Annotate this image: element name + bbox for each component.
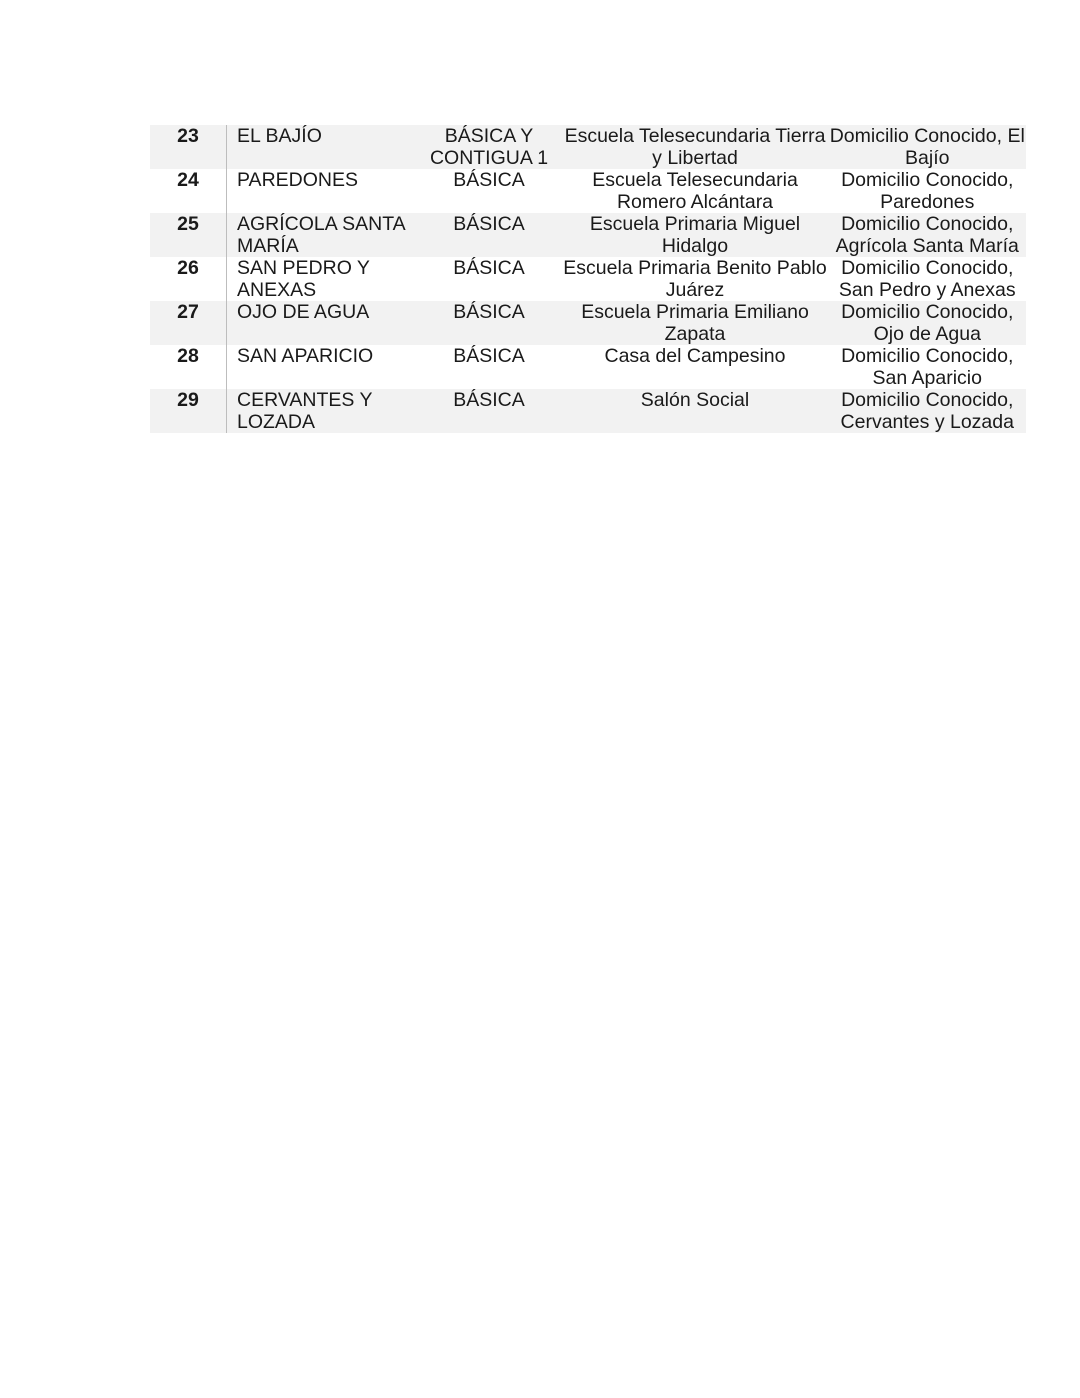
address-cell: Domicilio Conocido, San Pedro y Anexas [838, 257, 1016, 301]
address-cell: Domicilio Conocido, Cervantes y Lozada [829, 389, 1026, 433]
table-row [150, 257, 1026, 301]
address-cell: Domicilio Conocido, Ojo de Agua [829, 301, 1026, 345]
location-cell: Escuela Primaria Emiliano Zapata [561, 301, 829, 345]
location-cell: Escuela Primaria Benito Pablo Juárez [563, 257, 827, 301]
address-cell: Domicilio Conocido, El Bajío [829, 125, 1025, 169]
locality-cell: SAN PEDRO Y ANEXAS [237, 257, 370, 301]
table-row [150, 125, 1026, 169]
type-cell: BÁSICA [417, 213, 561, 257]
address-cell: Domicilio Conocido, Paredones [841, 169, 1014, 213]
address-cell: Domicilio Conocido, San Aparicio [841, 345, 1014, 389]
location-cell: Salón Social [561, 389, 829, 433]
row-number: 28 [150, 345, 227, 389]
row-number: 24 [150, 169, 227, 213]
row-number: 23 [150, 125, 227, 169]
location-cell: Escuela Primaria Miguel Hidalgo [561, 213, 829, 257]
type-cell: BÁSICA [453, 169, 525, 191]
locality-cell: CERVANTES Y LOZADA [227, 389, 418, 433]
row-number: 25 [150, 213, 227, 257]
location-cell: Escuela Telesecundaria Tierra y Libertad [561, 125, 829, 169]
table-row [150, 345, 1026, 389]
locality-cell: OJO DE AGUA [227, 301, 418, 345]
type-cell: BÁSICA [453, 257, 525, 279]
locality-cell: SAN APARICIO [237, 345, 374, 367]
table-row [150, 389, 1026, 433]
row-number: 26 [150, 257, 227, 301]
type-cell: BÁSICA Y CONTIGUA 1 [417, 125, 561, 169]
type-cell: BÁSICA [453, 345, 525, 367]
table-row [150, 213, 1026, 257]
locality-cell: AGRÍCOLA SANTA MARÍA [227, 213, 418, 257]
locality-cell: EL BAJÍO [227, 125, 418, 169]
table-row [150, 301, 1026, 345]
polling-locations-table [150, 125, 1026, 433]
table-row [150, 169, 1026, 213]
row-number: 27 [150, 301, 227, 345]
location-cell: Escuela Telesecundaria Romero Alcántara [592, 169, 798, 213]
address-cell: Domicilio Conocido, Agrícola Santa María [829, 213, 1026, 257]
row-number: 29 [150, 389, 227, 433]
location-cell: Casa del Campesino [604, 345, 786, 367]
locality-cell: PAREDONES [237, 169, 358, 191]
type-cell: BÁSICA [417, 389, 561, 433]
type-cell: BÁSICA [417, 301, 561, 345]
